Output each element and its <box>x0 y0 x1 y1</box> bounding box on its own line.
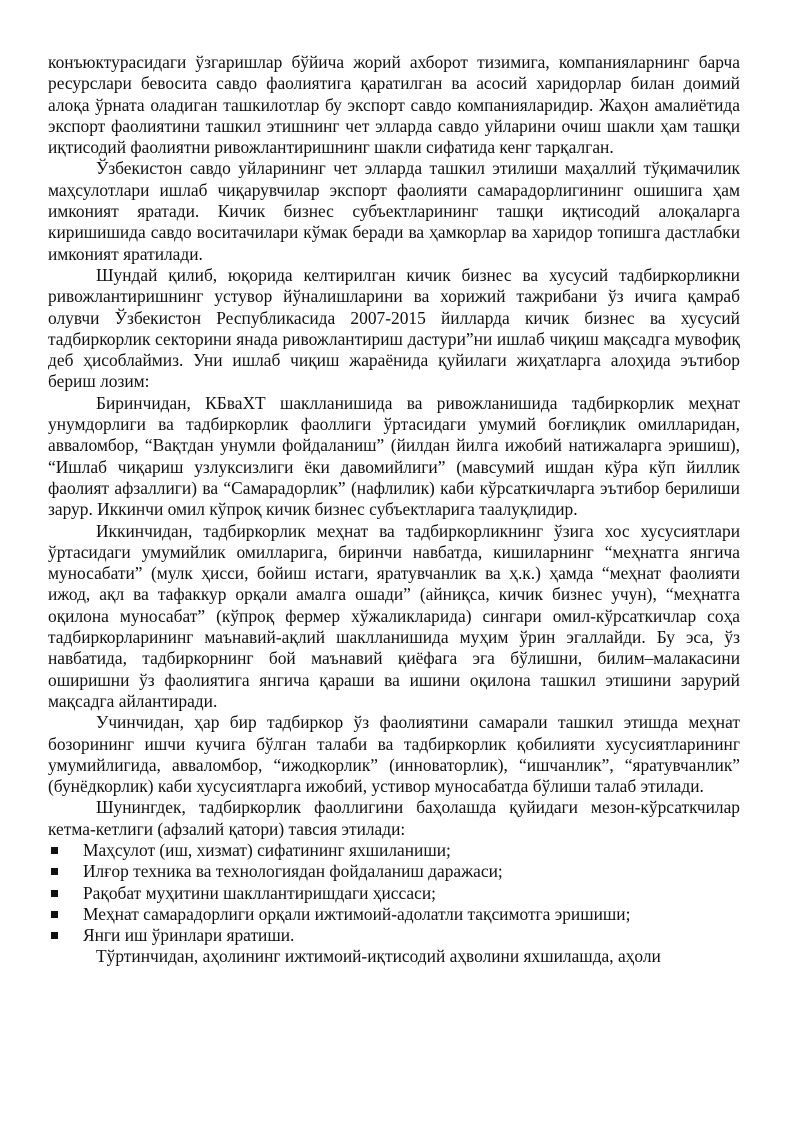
list-item <box>48 840 740 861</box>
paragraph-third-point: Учинчидан, ҳар бир тадбиркор ўз фаолиятини самарали ташкил этишда меҳнат бозорининг ишчи кучига бўлган талаби ва тадбиркорлик қобилияти хусусиятларининг умумийлигида, авваломбор, “ижодкорлик” (инноваторлик), “ишчанлик”, “яратувчанлик” (бунёдкорлик) каби хусусиятларга ижобий, устивор муносабатда бўлиши талаб этилади. <box>48 712 740 797</box>
paragraph-second-point: Иккинчидан, тадбиркорлик меҳнат ва тадбиркорликнинг ўзига хос хусусиятлари ўртасидаги умумийлик омилларига, биринчи навбатда, кишиларнинг “меҳнатга янгича муносабати” (мулк ҳисси, бойиш истаги, яратувчанлик ва ҳ.к.) ҳамда “меҳнат фаолияти ижод, ақл ва тафаккур орқали амалга ошади” (айниқса, кичик бизнес учун), “меҳнатга оқилона муносабат” (кўпроқ фермер хўжаликларида) сингари омил-кўрсаткичлар соҳа тадбиркорларининг маънавий-ақлий шаклланишида муҳим ўрин эгаллайди. Бу эса, ўз навбатида, тадбиркорнинг бой маънавий қиёфага эга бўлишни, билим–малакасини оширишни ўз фаолиятига янгича қараши ва ишини оқилона ташкил этишини зарурий мақсадга айлантиради. <box>48 520 740 711</box>
paragraph-development-program: Шундай қилиб, юқорида келтирилган кичик бизнес ва хусусий тадбиркорликни ривожлантиришнинг устувор йўналишларини ва хорижий тажрибани ўз ичига қамраб олувчи Ўзбекистон Республикасида 2007-2015 йилларда кичик бизнес ва хусусий тадбиркорлик секторини янада ривожлантириш дастури”ни ишлаб чиқиш мақсадга мувофиқ деб ҳисоблаймиз. Уни ишлаб чиқиш жараёнида қуйилаги жиҳатларга алоҳида эътибор бериш лозим: <box>48 264 740 392</box>
list-item <box>48 925 740 946</box>
paragraph-trade-houses: Ўзбекистон савдо уйларининг чет элларда ташкил этилиши маҳаллий тўқимачилик маҳсулотлари ишлаб чиқарувчилар экспорт фаолияти самарадорлигининг ошишига ҳам имконият яратади. Кичик бизнес субъектларининг ташқи иқтисодий алоқаларга киришишида савдо воситачилари кўмак беради ва ҳамкорлар ва харидор топишга дастлабки имконият яратилади. <box>48 158 740 264</box>
paragraph-criteria-intro: Шунингдек, тадбиркорлик фаоллигини баҳолашда қуйидаги мезон-кўрсаткчилар кетма-кетлиги (афзалий қатори) тавсия этилади: <box>48 797 740 839</box>
list-item-text: Илғор техника ва технологиядан фойдаланиш даражаси; <box>83 861 503 882</box>
list-item <box>48 883 740 904</box>
square-bullet-icon <box>51 911 58 918</box>
square-bullet-icon <box>51 932 58 939</box>
square-bullet-icon <box>51 847 58 854</box>
paragraph-export-trade-companies: конъюктурасидаги ўзгаришлар бўйича жорий ахборот тизимига, компанияларнинг барча ресурслари бевосита савдо фаолиятига қаратилган ва асосий харидорлар билан доимий алоқа ўрната оладиган ташкилотлар бу экспорт савдо компанияларидир. Жаҳон амалиётида экспорт фаолиятини ташкил этишнинг чет элларда савдо уйларини очиш шакли ҳам ташқи иқтисодий фаолиятни ривожлантиришнинг шакли сифатида кенг тарқалган. <box>48 52 740 158</box>
square-bullet-icon <box>51 868 58 875</box>
square-bullet-icon <box>51 890 58 897</box>
list-item-text: Маҳсулот (иш, хизмат) сифатининг яхшиланиши; <box>83 839 451 860</box>
list-item-text: Янги иш ўринлари яратиши. <box>83 925 295 946</box>
paragraph-fourth-point: Тўртинчидан, аҳолининг ижтимоий-иқтисодий аҳволини яхшилашда, аҳоли <box>96 946 661 967</box>
criteria-bullet-list <box>48 840 740 946</box>
list-item-text: Меҳнат самарадорлиги орқали ижтимоий-адолатли тақсимотга эришиши; <box>83 903 631 924</box>
paragraph-first-point: Биринчидан, КБваХТ шаклланишида ва ривожланишида тадбиркорлик меҳнат унумдорлиги ва тадбиркорлик фаоллиги ўртасидаги умумий боғлиқлик омилларидан, авваломбор, “Вақтдан унумли фойдаланиш” (йилдан йилга ижобий натижаларга эришиш), “Ишлаб чиқариш узлуксизлиги ёки давомийлиги” (мавсумий ишдан кўра кўп йиллик фаолият афзаллиги) ва “Самарадорлик” (нафлилик) каби кўрсаткичларга эътибор берилиши зарур. Иккинчи омил кўпроқ кичик бизнес субъектларига таалуқлидир. <box>48 392 740 520</box>
document-page <box>48 52 740 968</box>
list-item <box>48 904 740 925</box>
list-item <box>48 861 740 882</box>
list-item-text: Рақобат муҳитини шакллантиришдаги ҳиссаси; <box>83 882 436 903</box>
